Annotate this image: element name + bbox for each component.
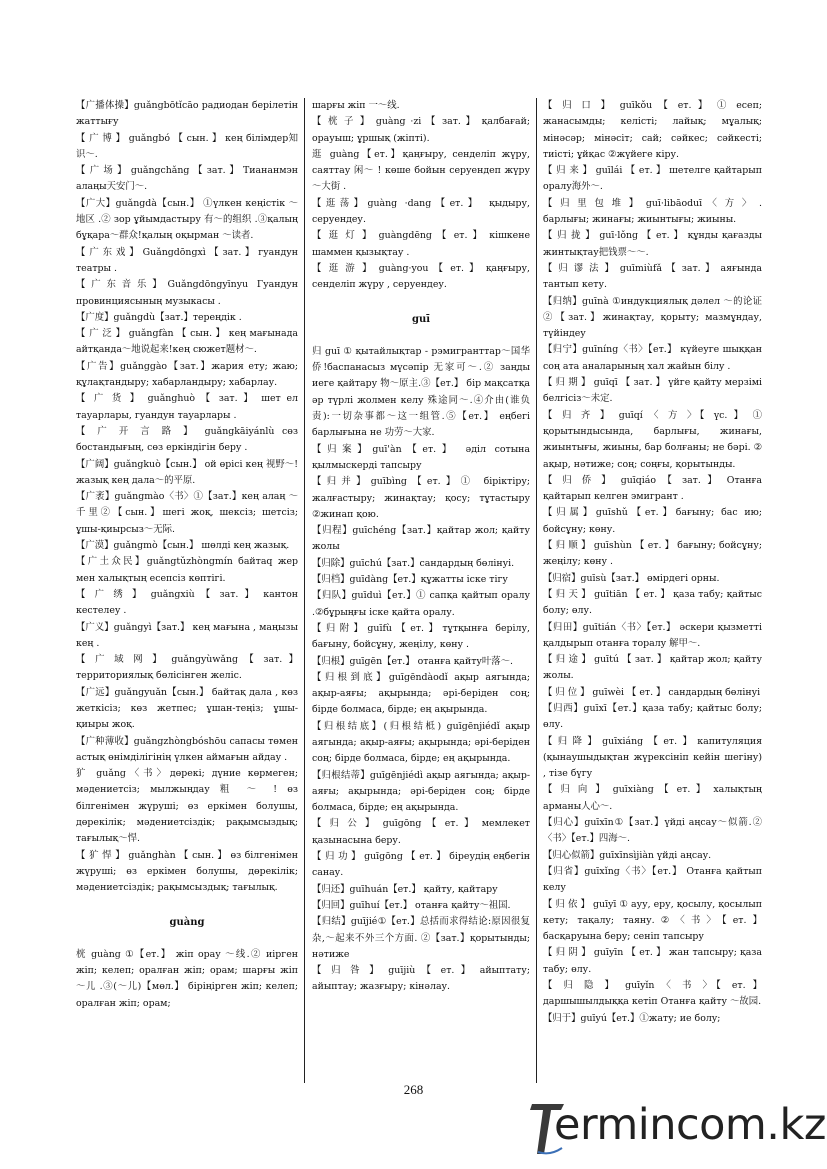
dictionary-entry: 【 归 侨 】 guīqiáo 【 зат. 】 Отанға қайтарып келген эмигрант .: [543, 474, 762, 503]
dictionary-entry: 【 归 功 】 guīgōng 【 ет. 】 біреудің еңбегін санау.: [312, 851, 530, 879]
dictionary-entry: 桄 guàng ①【ет.】 жіп орау ～线.② иірген жіп; келеп; оралған жіп; орам; шарғы жіп ～儿 .③(～儿)【мөл.】 біріңірген жіп; келеп; оралған жіп; орам;: [76, 948, 298, 1009]
dictionary-entry: 【 广 开 言 路 】 guǎngkāiyánlù сөз бостандығың, сөз еркіндігін беру .: [76, 425, 298, 454]
dictionary-entry: 【 广 场 】 guǎngchǎng 【 зат. 】 Тиананмэн алаңы天安门～.: [76, 165, 298, 193]
dictionary-entry: 【 归 齐 】 guīqí 〈 方 〉【 үс. 】 ① қорытындысында, барлығы, жинағы, жиынтығы, жиыны, бар болғаны; не бәрі. ② ақыр, нәтиже; соң; соңғы, қорытынды.: [543, 409, 762, 470]
dictionary-entry: 犷 guǎng〈书〉дөрекі; дүние көрмеген; мәдениетсіз; мылжыңдау 粗 ～ ! өз білгенімен жүруші; өз еркімен болушы, дөрекілік; мәдениетсіздік; рақымсыздық; тағылық～悍.: [76, 768, 298, 845]
dictionary-entry: 【广大】guǎngdà【сын.】 ①үлкен кеңістік ～地区 .② зор ұйымдастыру 有～的组织 .③қалың бұқара～群众!қалың оқырман ～读者.: [76, 197, 298, 242]
dictionary-entry: 【广漠】guǎngmò【сын.】 шөлді кең жазық.: [76, 540, 290, 552]
dictionary-entry: 【广播体操】guǎngbōtǐcāo радиодан берілетін жаттығу: [76, 100, 298, 128]
dictionary-entry: 【 广 货 】 guǎnghuò 【 зат. 】 шет ел тауарлары, гуандун тауарлары .: [76, 393, 298, 421]
dictionary-entry: 【归降】guīxiáng【ет.】капитуляция (қынаушыдықтан жүрексініп кейін шегіну) , тізе бүгу: [543, 735, 762, 780]
dictionary-entry: 【归省】guīxǐng〈书〉【ет.】 Отанға қайтып келу: [543, 865, 762, 894]
dictionary-entry: 【归还】guīhuán【ет.】 қайту, қайтару: [312, 883, 498, 895]
dictionary-entry: 【归心似箭】guīxīnsìjiàn үйді аңсау.: [543, 849, 712, 861]
dictionary-entry: 【 归 咎 】 guījiù 【 ет. 】 айыптату; айыптау; жазғыру; кінәлау.: [312, 965, 530, 993]
page-number: 268: [403, 1082, 424, 1097]
dictionary-entry: 【广度】guǎngdù【зат.】терeңдік .: [76, 311, 242, 323]
dictionary-entry: 【 归 顺 】 guīshùn 【 ет. 】 бағыну; бойсұну; жеңілу; көну .: [543, 540, 762, 568]
column-divider: [536, 98, 537, 1083]
dictionary-entry: 【广义】guǎngyì【зат.】 кең мағына , маңызы кең .: [76, 621, 298, 649]
dictionary-entry: 【广土众民】guǎngtǔzhòngmín байтаq жер мен халықтың есепсіз көптігі.: [76, 556, 298, 584]
dictionary-entry: 【 归 位 】 guīwèi 【 ет. 】 сандардың бөлінуі: [543, 686, 761, 698]
dictionary-entry: 【 广 域 网 】 guǎngyùwǎng 【 зат. 】 территориялық бөлісінген желіс.: [76, 654, 298, 682]
column-left: [76, 98, 298, 1012]
dictionary-entry: 【 广 博 】 guǎngbó 【 сын. 】 кең білімдер知识～.: [76, 132, 298, 160]
dictionary-entry: 【 归 里 包 堆 】 guī·libāoduī 〈 方 〉 . барлығы; жинағы; жиынтығы; жиыны.: [543, 197, 762, 226]
dictionary-entry: 【广东音乐】Guǎngdōngyīnyu Гуандун провинциясының музыкасы .: [76, 279, 298, 307]
dictionary-entry: 逛 guàng【ет.】қаңғыру, сенделіп жүру, саяттау 闲～ ! көше бойын серуендеп жүру～大街 .: [312, 148, 530, 193]
dictionary-entry: 【归根结蒂】guīgēnjiédì ақыр аягында; ақыр-аяғы; ақырында; әрі-беріден соң; бірде болмаса, бірде; ең ақырында.: [312, 769, 530, 814]
site-logo[interactable]: [528, 1098, 826, 1158]
dictionary-entry: 【归根到底】guīgēndàodǐ ақыр аягында; ақыр-аяғы; ақырында; әрі-беріден соң; бірде болмаса, бірде; ең ақырында.: [312, 671, 530, 716]
column-right: [543, 98, 762, 1027]
dictionary-entry: 【归田】guītián〈书〉【ет.】 әскери қызметті қалдырып отанға торалу 解甲～.: [543, 621, 762, 649]
dictionary-entry: 【 归 拢 】 guī·lǒng 【 ет. 】 құнды қағазды жинтықтау把钱票～～.: [543, 230, 762, 258]
section-heading: guī: [411, 313, 431, 325]
column-middle: [312, 98, 530, 996]
dictionary-entry: 【归宁】guīníng〈书〉【ет.】 күйеуге шыққан соң ата аналарының хал жайын білу .: [543, 344, 762, 372]
dictionary-entry: 【 犷 悍 】 guǎnghàn 【 сын. 】 өз білгенімен жүруші; өз еркімен болушы, дөрекілік; мәдениетсіздік; рақымсыздық; тағылық.: [76, 849, 298, 894]
dictionary-entry: 【广告】guǎnggào【зат.】жария ету; жаю; құлақтандыру; хабарландыру; хабарлау.: [76, 360, 298, 389]
dictionary-entry: 【 广 泛 】 guǎngfàn 【 сын. 】 кең мағынада айтқанда～地说起来!кең сюжет题材～.: [76, 328, 298, 356]
dictionary-entry: 【 归 来 】 guīlái 【 ет. 】 шетелге қайтарып оралу海外～.: [543, 165, 762, 193]
dictionary-entry: шарғы жіп 一～线.: [312, 100, 400, 111]
dictionary-entry: 【归根】guīgēn【ет.】 отанға қайту叶落～.: [312, 655, 514, 667]
dictionary-entry: 【广远】guǎngyuǎn【сын.】 байтақ дала , көз жеткісіз; көз жетпес; ұшан-теңіз; ұшы-қиыры жоқ.: [76, 686, 298, 731]
dictionary-entry: 【 归 公 】 guīgōng 【 ет. 】 мемлекет қазынасына беру.: [312, 818, 530, 846]
dictionary-entry: 【归回】guīhuí【ет.】 отанға қайту～祖国.: [312, 899, 511, 911]
dictionary-entry: 【归属】guīshǔ【ет.】бағыну; бас ию; бойсұну; көну.: [543, 507, 762, 535]
dictionary-entry: 【归附】guīfù【ет.】тұтқынға берілу, бағыну, бойсұну, жеңілу, көну .: [312, 622, 530, 651]
dictionary-entry: 【归案】guī'àn【ет.】 әділ сотына қылмыскерді тапсыру: [312, 443, 530, 471]
dictionary-entry: 【广种薄收】guǎngzhòngbóshōu сапасы төмен астық өнімділігінің үлкен аймағын айдау .: [76, 735, 298, 763]
dictionary-entry: 【归西】guīxī【ет.】қаза табу; қайтыс болу; өлу.: [543, 702, 762, 731]
dictionary-entry: 【 归 天 】 guītiān 【 ет. 】 қаза табу; қайтыс болу; өлу.: [543, 588, 762, 617]
dictionary-entry: 【归除】guīchú【зат.】сандардың бөлінуі.: [312, 557, 515, 569]
dictionary-entry: 【 逛 灯 】 guàngdēng 【 ет. 】 кішкене шаммен қызықтау .: [312, 230, 530, 258]
dictionary-entry: 【 逛 游 】 guàng·you 【 ет. 】 қаңғыру, сенделіп жүру , серуендеу.: [312, 262, 530, 291]
dictionary-entry: 【 归 阴 】 guīyīn 【 ет. 】 жан тапсыру; қаза табу; өлу.: [543, 947, 762, 975]
dictionary-entry: 【归宿】guīsù【зат.】 өмірдегі орны.: [543, 572, 720, 584]
dictionary-entry: 【 归 谬 法 】 guīmiùfǎ 【 зат. 】 аяғында тантып кету.: [543, 262, 762, 291]
dictionary-entry: 【归程】guīchéng【зат.】қайтар жол; қайту жолы: [312, 525, 530, 553]
dictionary-entry: 【归结】guījié①【ет.】总括而求得结论:原因很复杂,～起来不外三个方面. ②【зат.】қорытынды; нәтиже: [312, 916, 530, 960]
dictionary-entry: 【逛荡】guàng ·dang【ет.】 қыдыру, серуендеу.: [312, 197, 530, 226]
dictionary-entry: 【 归 向 】 guīxiàng 【 ет. 】 халықтың арманы人心～.: [543, 784, 762, 812]
dictionary-entry: 【 广 绣 】 guǎngxiù 【 зат. 】 кантон кестелеу .: [76, 588, 298, 617]
dictionary-entry: 【广袤】guǎngmào〈书〉①【зат.】кең алаң ～千里②【сын.】шегі жоқ, шексіз; шетсіз; ұшы-қиырсыз～无际.: [76, 491, 298, 535]
column-divider: [304, 98, 305, 1083]
logo-text: ermincom.kz: [554, 1100, 826, 1150]
dictionary-entry: 归 guī ① қытайлықтар - рэмигранттар～国华侨!баспанасыз мүсәпір 无家可～.② заңды иеге қайтару 物～原主.③【ет.】 бір мақсатқа әр түрлі жолмен келу 殊途同～.④介由(谁负责):一切杂事都～这一组管.⑤【ет.】 еңбегі барлығына не 功劳～大家.: [312, 345, 530, 439]
dictionary-entry: 【归档】guīdàng【ет.】құжатты іске тігу: [312, 574, 508, 586]
dictionary-entry: 【归心】guīxīn①【зат.】үйді аңсау～似箭.②〈书〉【ет.】四海～.: [543, 817, 762, 845]
dictionary-entry: 【 桄 子 】 guàng ·zi 【 зат. 】 қалбағай; орауыш; ұршық (жіпті).: [312, 116, 530, 144]
dictionary-entry: 【 归 期 】 guīqī 【 зат. 】 үйге қайту мерзімі белгісіз～未定.: [543, 377, 762, 405]
dictionary-page: [76, 98, 762, 1083]
dictionary-entry: 【 归 口 】 guīkǒu 【 ет. 】 ① есеп; жанасымды; келісті; лайық; мұалық; мінәсәр; мінәсіт; сай; сәйкес; сәйкесті; тиісті; ұйқас ②жүйеге кіру.: [543, 100, 762, 160]
dictionary-entry: 【归并】guībìng【ет.】① біріктіру; жалғастыру; жинақтау; қосу; тұтастыру ②жинап қою.: [312, 476, 530, 520]
dictionary-entry: 【归根结底】(归根结柢) guīgēnjiédǐ ақыр аягында; ақыр-аяғы; ақырында; әрі-беріден соң; бірде болмаса, бірде; ең ақырында.: [312, 720, 530, 765]
dictionary-entry: 【广阔】guǎngkuò【сын.】 ой өрісі кең 视野～!жазық кең дала～的平原.: [76, 458, 298, 486]
dictionary-entry: 【归队】guīduì【ет.】① сапқа қайтып оралу .②бұрыңғы іске қайта оралу.: [312, 590, 530, 618]
dictionary-entry: 【 归 依 】 guīyī ① ауу, еру, қосылу, қосылып кету; тақалу; таяну.②〈书〉【ет.】басқаруына беру; сеніп тапсыру: [543, 898, 762, 943]
section-heading: guàng: [169, 916, 205, 928]
dictionary-entry: 【归于】guīyú【ет.】①жату; ие болу;: [543, 1012, 721, 1024]
dictionary-entry: 【归纳】guīnà ①индукциялық дәлел ～的论证 ②【зат.】жинақтау, қорыту; мазмұндау, түйіндеу: [543, 295, 762, 340]
dictionary-entry: 【 广 东 戏 】 Guǎngdōngxì 【 зат. 】 гуандун театры .: [76, 246, 298, 274]
dictionary-entry: 【 归 途 】 guītú 【 зат. 】 қайтар жол; қайту жолы.: [543, 654, 762, 682]
dictionary-entry: 【 归 隐 】 guīyǐn 〈 书 〉【 ет. 】 даршышылдыққа кетіп Отанға қайту ～故园.: [543, 980, 762, 1008]
